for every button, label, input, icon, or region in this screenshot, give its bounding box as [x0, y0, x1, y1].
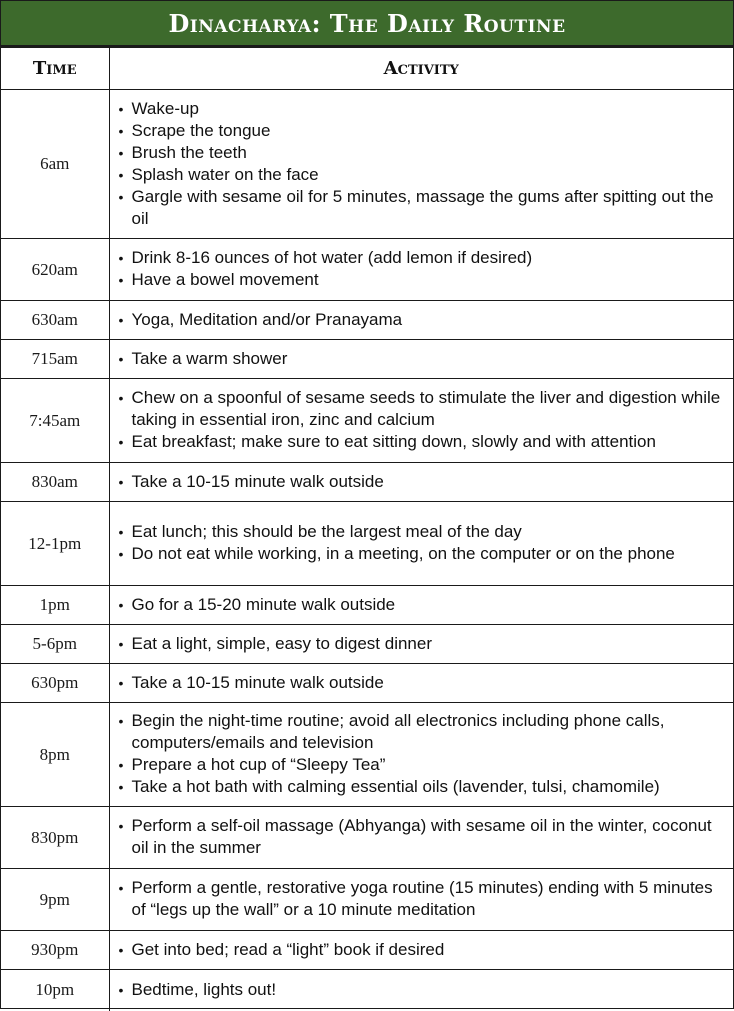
activity-item [119, 543, 724, 565]
activity-list [119, 348, 724, 370]
activity-item [119, 939, 724, 961]
activity-text: Get into bed; read a “light” book if desired [131, 939, 445, 959]
time-cell: 9pm [1, 869, 109, 931]
activity-cell [109, 239, 733, 301]
activity-item [119, 521, 724, 543]
table-row [1, 664, 733, 703]
activity-text: Take a hot bath with calming essential oils (lavender, tulsi, chamomile) [131, 777, 660, 796]
bullet-icon: • [118, 818, 124, 834]
bullet-icon: • [118, 524, 124, 540]
activity-cell [109, 301, 733, 340]
activity-list [119, 521, 724, 565]
activity-item [119, 348, 724, 370]
activity-text: Perform a self-oil massage (Abhyanga) with sesame oil in the winter, coconut oil in the summer [131, 816, 712, 857]
header-row [1, 48, 733, 90]
activity-item [119, 269, 724, 291]
activity-item [119, 710, 724, 754]
activity-text: Go for a 15-20 minute walk outside [131, 594, 396, 614]
bullet-icon: • [118, 272, 124, 288]
activity-text: Have a bowel movement [131, 270, 319, 289]
activity-text: Chew on a spoonful of sesame seeds to stimulate the liver and digestion while taking in essential iron, zinc and calcium [131, 388, 721, 429]
activity-text: Eat a light, simple, easy to digest dinner [131, 633, 432, 653]
bullet-icon: • [118, 779, 124, 795]
activity-item [119, 672, 724, 694]
activity-item [119, 387, 724, 431]
activity-item [119, 754, 724, 776]
activity-cell [109, 340, 733, 379]
activity-item [119, 186, 724, 230]
activity-list [119, 309, 724, 331]
activity-text: Take a warm shower [131, 348, 288, 368]
activity-list [119, 471, 724, 493]
activity-item [119, 309, 724, 331]
activity-text: Yoga, Meditation and/or Pranayama [131, 309, 403, 329]
activity-text: Prepare a hot cup of “Sleepy Tea” [131, 755, 386, 774]
table-row [1, 807, 733, 869]
bullet-icon: • [118, 635, 124, 652]
activity-list [119, 710, 724, 798]
activity-list [119, 939, 724, 961]
activity-text: Take a 10-15 minute walk outside [131, 471, 384, 491]
activity-item [119, 120, 724, 142]
time-cell: 6am [1, 90, 109, 239]
activity-cell [109, 586, 733, 625]
activity-cell [109, 807, 733, 869]
activity-text: Perform a gentle, restorative yoga routine (15 minutes) ending with 5 minutes of “legs up the wall” or a 10 minute meditation [131, 878, 713, 919]
activity-item [119, 98, 724, 120]
activity-item [119, 594, 724, 616]
activity-text: Brush the teeth [131, 142, 247, 162]
activity-cell [109, 463, 733, 502]
activity-cell [109, 502, 733, 586]
activity-list [119, 877, 724, 921]
time-cell: 8pm [1, 703, 109, 807]
bullet-icon: • [118, 674, 124, 691]
table-row [1, 301, 733, 340]
activity-item [119, 633, 724, 655]
activity-text: Do not eat while working, in a meeting, on the computer or on the phone [131, 544, 675, 563]
activity-cell [109, 90, 733, 239]
activity-list [119, 387, 724, 453]
activity-text: Begin the night-time routine; avoid all electronics including phone calls, computers/emails and television [131, 711, 665, 752]
activity-column-header: Activity [109, 48, 733, 90]
bullet-icon: • [118, 546, 124, 562]
activity-item [119, 979, 724, 1001]
activity-cell [109, 379, 733, 463]
bullet-icon: • [118, 596, 124, 613]
activity-list [119, 633, 724, 655]
bullet-icon: • [118, 250, 124, 266]
activity-text: Splash water on the face [131, 164, 319, 184]
activity-cell [109, 703, 733, 807]
bullet-icon: • [118, 100, 124, 117]
table-row [1, 463, 733, 502]
activity-text: Bedtime, lights out! [131, 979, 277, 999]
time-cell: 12-1pm [1, 502, 109, 586]
activity-text: Wake-up [131, 98, 199, 118]
activity-cell [109, 869, 733, 931]
bullet-icon: • [118, 311, 124, 328]
time-cell: 10pm [1, 970, 109, 1011]
time-cell: 715am [1, 340, 109, 379]
activity-list [119, 247, 724, 291]
routine-table-body [1, 90, 733, 1011]
activity-item [119, 471, 724, 493]
activity-list [119, 672, 724, 694]
bullet-icon: • [118, 981, 124, 998]
activity-text: Eat breakfast; make sure to eat sitting down, slowly and with attention [131, 432, 656, 451]
time-cell: 830pm [1, 807, 109, 869]
bullet-icon: • [118, 390, 124, 406]
bullet-icon: • [118, 880, 124, 896]
activity-list [119, 98, 724, 230]
routine-table [1, 47, 733, 1011]
activity-cell [109, 664, 733, 703]
activity-text: Drink 8-16 ounces of hot water (add lemon if desired) [131, 248, 533, 267]
activity-item [119, 164, 724, 186]
time-cell: 7:45am [1, 379, 109, 463]
table-row [1, 931, 733, 970]
table-row [1, 586, 733, 625]
bullet-icon: • [118, 757, 124, 773]
bullet-icon: • [118, 188, 124, 205]
time-cell: 620am [1, 239, 109, 301]
time-cell: 5-6pm [1, 625, 109, 664]
bullet-icon: • [118, 166, 124, 183]
activity-cell [109, 625, 733, 664]
activity-item [119, 431, 724, 453]
table-row [1, 239, 733, 301]
bullet-icon: • [118, 713, 124, 729]
activity-item [119, 776, 724, 798]
time-column-header: Time [1, 48, 109, 90]
table-row [1, 625, 733, 664]
table-row [1, 90, 733, 239]
time-cell: 1pm [1, 586, 109, 625]
time-cell: 630am [1, 301, 109, 340]
bullet-icon: • [118, 350, 124, 367]
bullet-icon: • [118, 941, 124, 958]
table-row [1, 869, 733, 931]
bullet-icon: • [118, 473, 124, 490]
table-row [1, 502, 733, 586]
activity-text: Take a 10-15 minute walk outside [131, 672, 384, 692]
table-row [1, 703, 733, 807]
activity-list [119, 979, 724, 1001]
time-cell: 930pm [1, 931, 109, 970]
page-title: Dinacharya: The Daily Routine [1, 1, 733, 47]
table-row [1, 379, 733, 463]
activity-list [119, 594, 724, 616]
activity-list [119, 815, 724, 859]
activity-item [119, 247, 724, 269]
time-cell: 830am [1, 463, 109, 502]
activity-item [119, 815, 724, 859]
activity-item [119, 877, 724, 921]
time-cell: 630pm [1, 664, 109, 703]
table-row [1, 970, 733, 1011]
activity-text: Eat lunch; this should be the largest meal of the day [131, 522, 522, 541]
bullet-icon: • [118, 144, 124, 161]
activity-text: Gargle with sesame oil for 5 minutes, massage the gums after spitting out the oil [131, 186, 714, 228]
bullet-icon: • [118, 434, 124, 450]
activity-item [119, 142, 724, 164]
bullet-icon: • [118, 122, 124, 139]
activity-text: Scrape the tongue [131, 120, 271, 140]
activity-cell [109, 931, 733, 970]
table-row [1, 340, 733, 379]
activity-cell [109, 970, 733, 1011]
